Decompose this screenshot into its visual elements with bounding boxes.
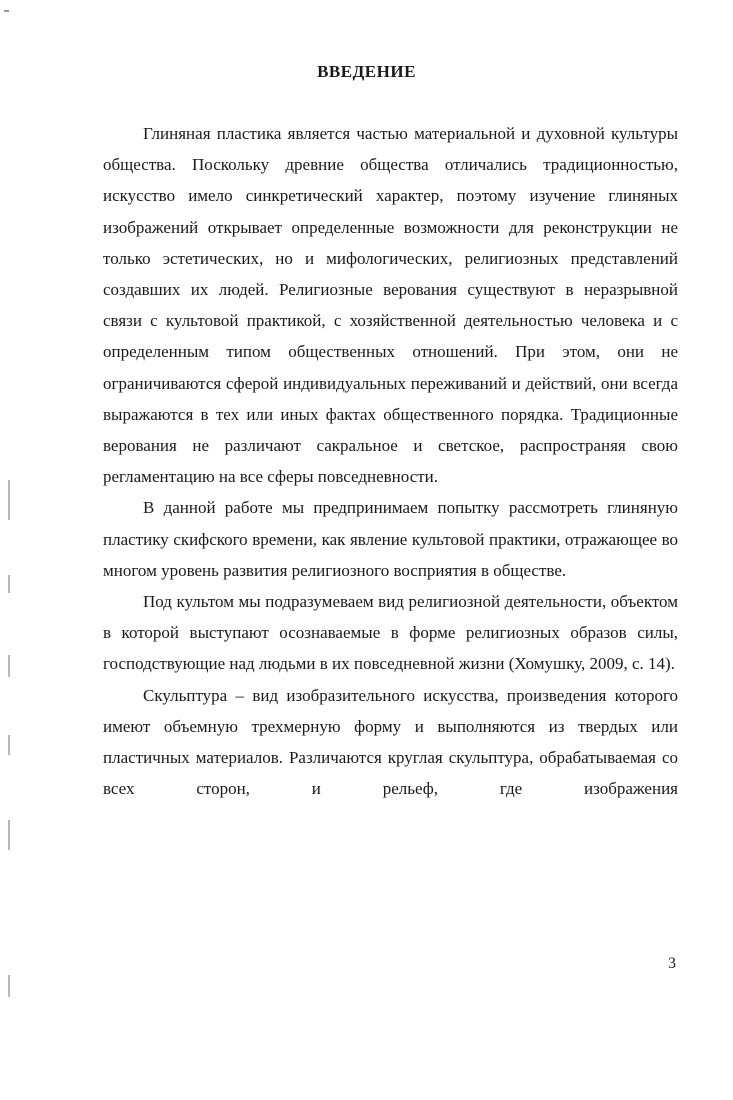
paragraph: Под культом мы подразумеваем вид религиозной деятельности, объектом в которой выступают осознаваемые в форме религиозных образов силы, господствующие над людьми в их повседневной жизни (Хомушку, 2009, с. 14).: [103, 592, 678, 674]
body-text: [103, 118, 678, 804]
scan-artifact: [8, 820, 10, 850]
scan-artifact: [8, 975, 10, 997]
paragraph: В данной работе мы предпринимаем попытку рассмотреть глиняную пластику скифского времени, как явление культовой практики, отражающее во многом уровень развития религиозного восприятия в обществе.: [103, 498, 678, 580]
scan-artifact: [8, 735, 10, 755]
scan-artifact: [8, 575, 10, 593]
page-number: 3: [668, 955, 676, 972]
paragraph: Скульптура – вид изобразительного искусства, произведения которого имеют объемную трехмерную форму и выполняются из твердых или пластичных материалов. Различаются круглая скульптура, обрабатываемая со всех сторон, и рельеф, где изображения: [103, 685, 678, 799]
scan-artifact: [4, 10, 9, 12]
scan-artifact: [8, 480, 10, 520]
scan-artifact: [8, 655, 10, 677]
paragraph: Глиняная пластика является частью материальной и духовной культуры общества. Поскольку древние общества отличались традиционностью, искусство имело синкретический характер, поэтому изучение глиняных изображений открывает определенные возможности для реконструкции не только эстетических, но и мифологических, религиозных представлений создавших их людей. Религиозные верования существуют в неразрывной связи с культовой практикой, с хозяйственной деятельностью человека и с определенным типом общественных отношений. При этом, они не ограничиваются сферой индивидуальных переживаний и действий, они всегда выражаются в тех или иных фактах общественного порядка. Традиционные верования не различают сакральное и светское, распространяя свою регламентацию на все сферы повседневности.: [103, 124, 678, 487]
page-title: ВВЕДЕНИЕ: [317, 62, 416, 81]
